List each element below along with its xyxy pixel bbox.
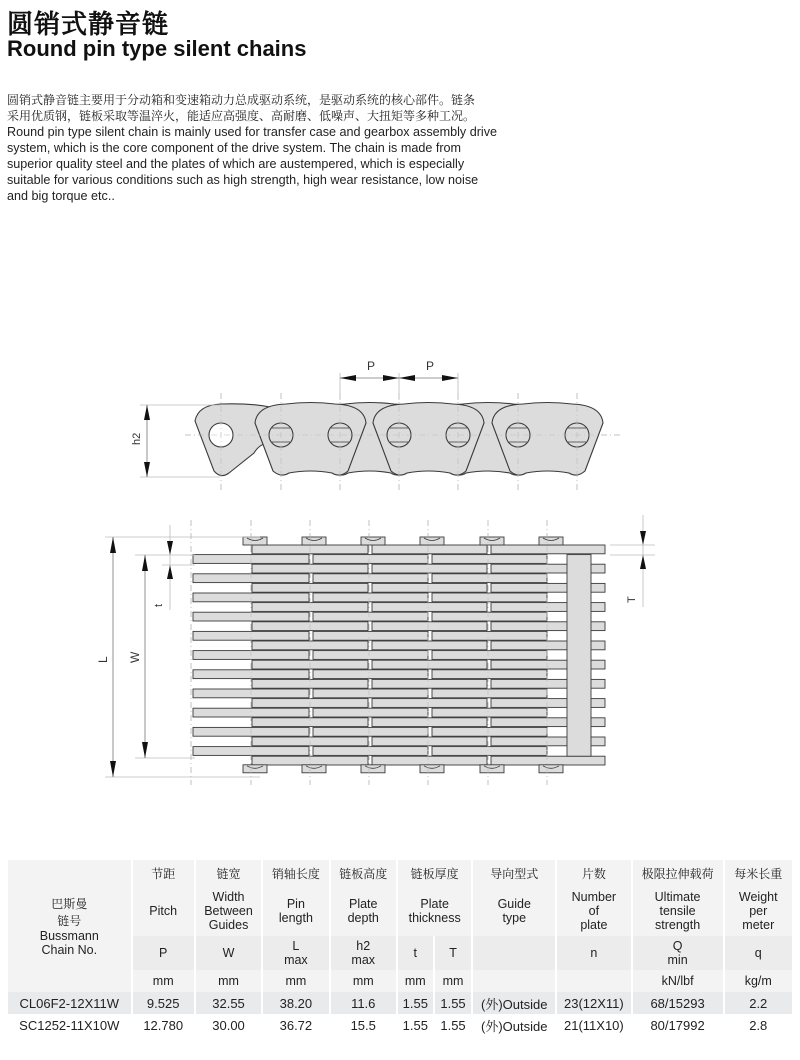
cell-T: 1.55 <box>435 992 472 1014</box>
header-en-line: Ultimate <box>654 890 701 904</box>
cell-T: 1.55 <box>440 1017 466 1033</box>
outer-thickness-dimension <box>610 515 655 607</box>
width-dimension <box>128 555 195 758</box>
chain-plate <box>313 689 428 698</box>
guide-tab <box>361 537 385 545</box>
guide-tab <box>361 765 385 773</box>
header-unit: mm <box>196 970 261 992</box>
header-en-line: depth <box>347 911 379 925</box>
header-unit <box>473 970 555 992</box>
header-en <box>557 886 631 936</box>
length-label: L <box>96 656 110 663</box>
header-cn: 导向型式 <box>473 860 555 886</box>
cell-plate-depth: 15.5 <box>350 1017 376 1033</box>
header-unit: mm <box>331 970 396 992</box>
header-en-line: Guides <box>208 918 249 932</box>
chain-link-plates <box>185 393 620 491</box>
chain-plate <box>432 708 547 717</box>
cell-width: 30.00 <box>212 1017 245 1033</box>
chain-plate <box>372 699 487 708</box>
intro-en-line: and big torque etc.. <box>7 189 115 203</box>
header-en <box>398 886 471 936</box>
chain-plate <box>432 747 547 756</box>
header-unit: mm <box>398 970 433 992</box>
header-en-line: strength <box>654 918 701 932</box>
cell-plates: 21(11X10) <box>564 1017 624 1033</box>
header-en <box>196 886 261 936</box>
chain-plate <box>432 612 547 621</box>
cell-strength: 80/17992 <box>650 1017 705 1033</box>
header-en <box>133 886 194 936</box>
chain-plate <box>372 641 487 650</box>
inner-thickness-dimension <box>153 525 195 610</box>
cell-chain-no: SC1252-11X10W <box>19 1017 120 1033</box>
header-en-line: of <box>588 904 600 918</box>
header-en-line: Pin <box>286 897 305 911</box>
chain-plate <box>313 708 428 717</box>
header-en: Bussmann <box>39 929 99 943</box>
guide-tab <box>420 765 444 773</box>
guide-tab <box>539 537 563 545</box>
header-unit: mm <box>263 970 328 992</box>
cell-pin-length: 36.72 <box>279 1017 313 1033</box>
chain-plate <box>432 651 547 660</box>
header-cn: 极限拉伸载荷 <box>633 860 723 886</box>
header-en-line: Number <box>571 890 617 904</box>
symbol-line: L <box>292 939 300 953</box>
chain-plate <box>313 631 428 640</box>
guide-tab <box>480 765 504 773</box>
guide-tab <box>243 765 267 773</box>
chain-top-view-diagram <box>90 515 670 785</box>
symbol-line: max <box>284 953 308 967</box>
chain-plate <box>313 574 428 583</box>
chain-plate <box>372 737 487 746</box>
header-unit: mm <box>435 970 472 992</box>
header-en-line: Width <box>212 890 245 904</box>
header-cn: 链板厚度 <box>398 860 471 886</box>
chain-plate <box>432 689 547 698</box>
header-symbol <box>133 936 194 970</box>
chain-plate <box>372 583 487 592</box>
intro-en-line: suitable for various conditions such as high strength, high wear resistance, low noise <box>7 173 479 187</box>
chain-plate <box>432 670 547 679</box>
header-unit <box>557 970 631 992</box>
header-unit: kg/m <box>725 970 792 992</box>
symbol-line: Q <box>672 939 683 953</box>
header-unit: mm <box>133 970 194 992</box>
table-row <box>8 992 792 1014</box>
header-en <box>263 886 328 936</box>
chain-plate <box>372 756 487 765</box>
cell-pitch: 12.780 <box>143 1017 184 1033</box>
chain-plate <box>313 747 428 756</box>
cell-t: 1.55 <box>398 992 433 1014</box>
header-en-line: Guide <box>497 897 531 911</box>
header-en-line: plate <box>580 918 608 932</box>
chain-plate <box>372 679 487 688</box>
header-en <box>725 886 792 936</box>
header-symbol <box>196 936 261 970</box>
chain-plate <box>313 612 428 621</box>
symbol-line: P <box>159 946 168 960</box>
chain-plate <box>432 631 547 640</box>
cell-pin-length: 38.20 <box>263 992 328 1014</box>
chain-plate-stack <box>191 520 605 785</box>
h2-label: h2 <box>131 432 143 445</box>
chain-plate <box>313 651 428 660</box>
header-en-line: Plate <box>348 897 378 911</box>
cell-plate-depth: 11.6 <box>331 992 396 1014</box>
header-cn: 销轴长度 <box>263 860 328 886</box>
symbol-line: max <box>351 953 376 967</box>
guide-tab <box>302 765 326 773</box>
header-en-line: thickness <box>408 911 461 925</box>
cell-guide: (外)Outside <box>473 992 555 1014</box>
t-label: t <box>153 603 165 607</box>
pitch-label: P <box>425 359 435 373</box>
header-symbol: q <box>725 936 792 970</box>
header-row-chinese <box>8 860 792 886</box>
spec-table <box>6 860 794 1036</box>
page-title-english: Round pin type silent chains <box>7 36 307 61</box>
header-en-line: type <box>502 911 527 925</box>
intro-cn-line: 圆销式静音链主要用于分动箱和变速箱动力总成驱动系统，是驱动系统的核心部件。链条 <box>7 93 476 107</box>
guide-tab <box>539 765 563 773</box>
header-symbol <box>331 936 396 970</box>
header-unit: kN/lbf <box>633 970 723 992</box>
width-label: W <box>128 651 142 663</box>
intro-en-line: superior quality steel and the plates of which are austempered, which is especially <box>7 157 465 171</box>
chain-plate <box>313 555 428 564</box>
chain-plate <box>491 545 605 554</box>
intro-en-line: Round pin type silent chain is mainly used for transfer case and gearbox assembly drive <box>7 125 498 139</box>
header-cn: 链宽 <box>196 860 261 886</box>
header-en-line: tensile <box>659 904 696 918</box>
chain-plate <box>432 727 547 736</box>
header-en-line: meter <box>742 918 775 932</box>
header-symbol <box>633 936 723 970</box>
guide-tab <box>243 537 267 545</box>
cell-plates: 23(12X11) <box>557 992 631 1014</box>
guide-tab <box>480 537 504 545</box>
chain-plate <box>313 727 428 736</box>
T-label: T <box>626 596 638 603</box>
header-symbol <box>263 936 328 970</box>
header-en <box>473 886 555 936</box>
chain-plate <box>372 718 487 727</box>
header-en-line: Between <box>204 904 253 918</box>
header-cn: 链板高度 <box>331 860 396 886</box>
header-cn: 片数 <box>557 860 631 886</box>
header-symbol <box>473 936 555 970</box>
cell-strength: 68/15293 <box>633 992 723 1014</box>
chain-plate <box>432 593 547 602</box>
intro-cn-line: 采用优质钢，链板采取等温淬火，能适应高强度、高耐磨、低噪声、大扭矩等多种工况。 <box>7 109 476 123</box>
header-symbol: T <box>435 936 472 970</box>
table-row <box>8 1014 792 1036</box>
cell-pitch: 9.525 <box>133 992 194 1014</box>
header-chain-no <box>8 860 131 992</box>
header-en <box>331 886 396 936</box>
header-en-line: per <box>749 904 768 918</box>
header-symbol: t <box>398 936 433 970</box>
guide-tab <box>302 537 326 545</box>
symbol-line: min <box>667 953 688 967</box>
pitch-label: P <box>366 359 376 373</box>
symbol-line: W <box>222 946 235 960</box>
header-en: Chain No. <box>41 943 98 957</box>
intro-paragraph <box>7 92 517 204</box>
header-en-line: length <box>278 911 313 925</box>
header-en-line: Pitch <box>149 904 178 918</box>
header-cn: 每米长重 <box>725 860 792 886</box>
chain-plate <box>432 574 547 583</box>
header-symbol: n <box>557 936 631 970</box>
chain-plate <box>372 564 487 573</box>
chain-side-view-diagram <box>120 345 620 495</box>
header-en-line: Weight <box>738 890 778 904</box>
cell-guide: (外)Outside <box>481 1018 548 1034</box>
cell-t: 1.55 <box>402 1017 428 1033</box>
page-title-chinese: 圆销式静音链 <box>7 10 170 40</box>
header-cn: 链号 <box>57 914 82 928</box>
chain-plate <box>372 603 487 612</box>
intro-en-line: system, which is the core component of the drive system. The chain is made from <box>7 141 462 155</box>
chain-plate <box>372 622 487 631</box>
cell-weight: 2.2 <box>725 992 792 1014</box>
pin-column <box>567 555 591 757</box>
chain-plate <box>313 670 428 679</box>
symbol-line: h2 <box>356 939 371 953</box>
guide-tab <box>420 537 444 545</box>
cell-chain-no: CL06F2-12X11W <box>8 992 131 1014</box>
chain-plate <box>432 555 547 564</box>
chain-plate <box>491 756 605 765</box>
header-en <box>633 886 723 936</box>
header-cn: 巴斯曼 <box>51 897 88 911</box>
chain-plate <box>372 545 487 554</box>
cell-width: 32.55 <box>196 992 261 1014</box>
chain-plate <box>313 593 428 602</box>
chain-plate <box>372 660 487 669</box>
pitch-dimension <box>340 359 458 400</box>
cell-weight: 2.8 <box>749 1017 768 1033</box>
header-cn: 节距 <box>133 860 194 886</box>
header-en-line: Plate <box>420 897 449 911</box>
